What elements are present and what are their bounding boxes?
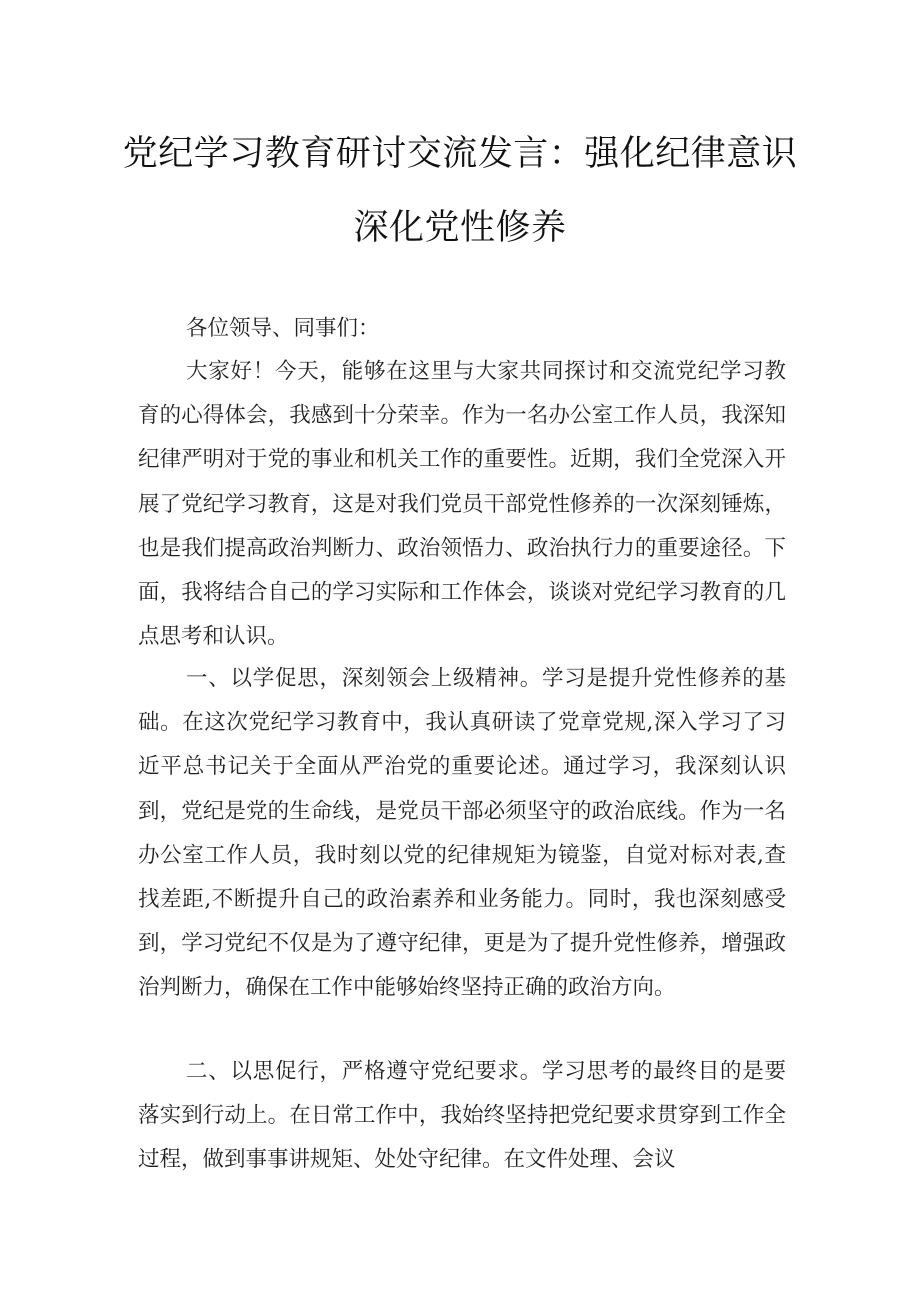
paragraph-opening: 大家好！今天，能够在这里与大家共同探讨和交流党纪学习教育的心得体会，我感到十分荣幸。作为一名办公室工作人员，我深知纪律严明对于党的事业和机关工作的重要性。近期，我们全党深入开展了党纪学习教育，这是对我们党员干部党性修养的一次深刻锤炼，也是我们提高政治判断力、政治领悟力、政治执行力的重要途径。下面，我将结合自己的学习实际和工作体会，谈谈对党纪学习教育的几点思考和认识。 (138, 359, 786, 650)
paragraph-section-one: 一、以学促思，深刻领会上级精神。学习是提升党性修养的基础。在这次党纪学习教育中，我认真研读了党章党规,深入学习了习近平总书记关于全面从严治党的重要论述。通过学习，我深刻认识到，党纪是党的生命线，是党员干部必须坚守的政治底线。作为一名办公室工作人员，我时刻以党的纪律规矩为镜鉴，自觉对标对表,查找差距,不断提升自己的政治素养和业务能力。同时，我也深刻感受到，学习党纪不仅是为了遵守纪律，更是为了提升党性修养，增强政治判断力，确保在工作中能够始终坚持正确的政治方向。 (138, 666, 786, 1001)
paragraph-section-two: 二、以思促行，严格遵守党纪要求。学习思考的最终目的是要落实到行动上。在日常工作中，我始终坚持把党纪要求贯穿到工作全过程，做到事事讲规矩、处处守纪律。在文件处理、会议 (138, 1059, 786, 1173)
document-title-line-1: 党纪学习教育研讨交流发言：强化纪律意识 (122, 134, 798, 174)
document-title-line-2: 深化党性修养 (353, 208, 567, 248)
salutation: 各位领导、同事们： (186, 316, 380, 341)
